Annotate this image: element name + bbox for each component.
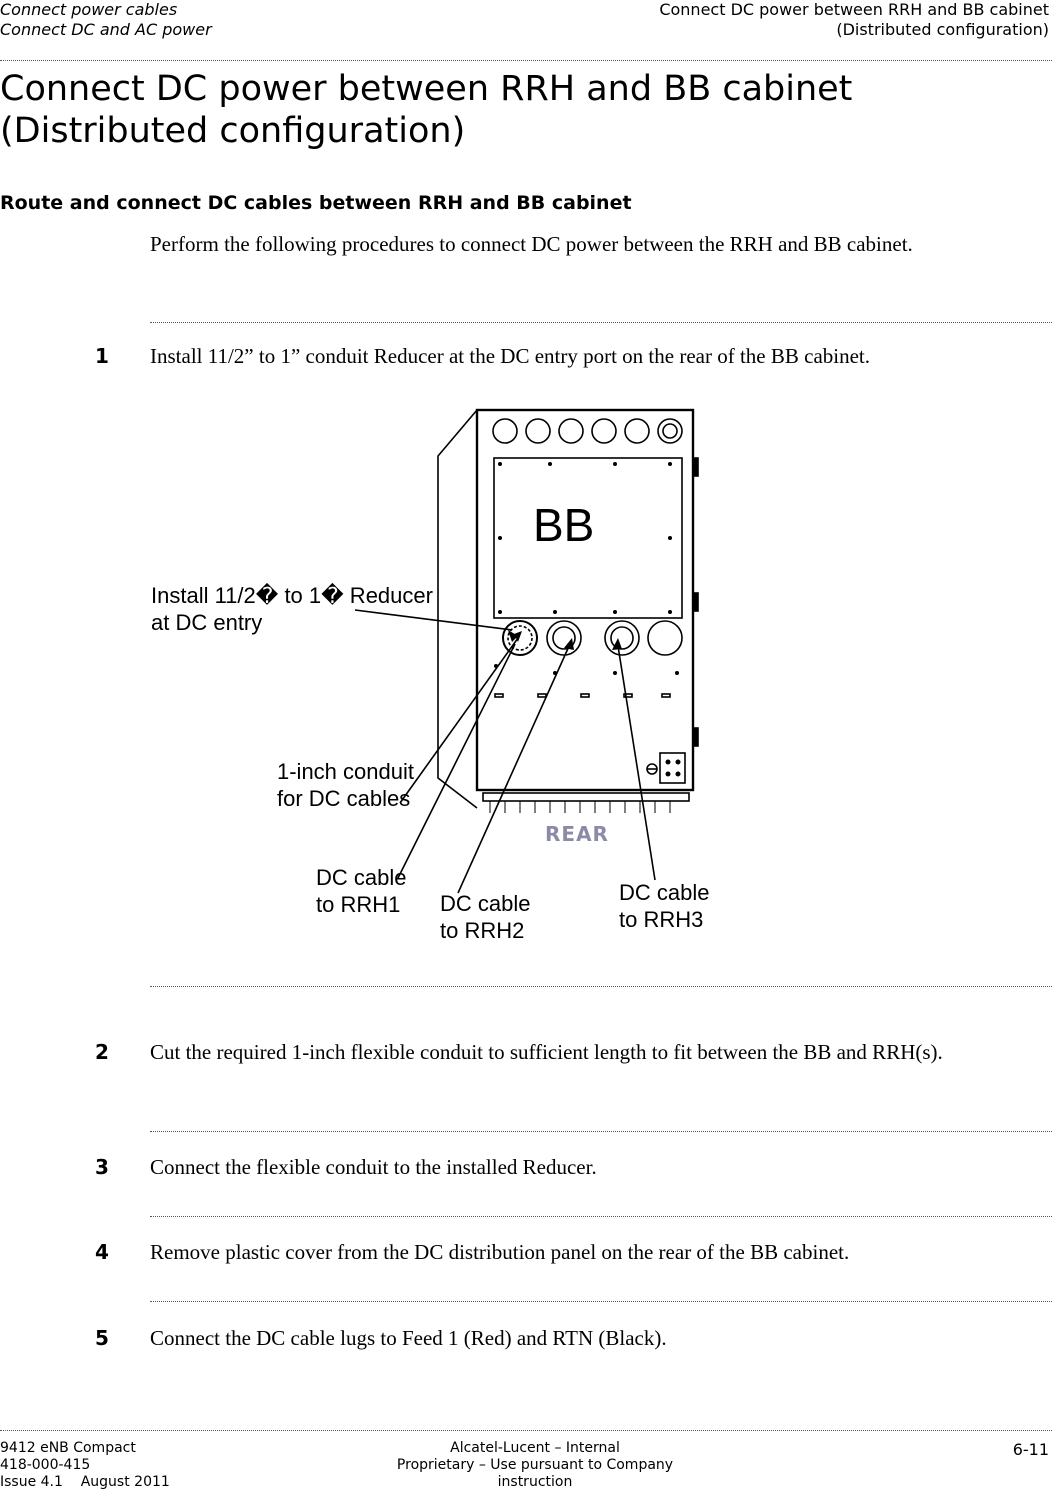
step-divider (150, 1301, 1052, 1302)
step-number: 5 (95, 1326, 109, 1350)
running-header-right (659, 0, 1049, 40)
step-divider (150, 1131, 1052, 1132)
header-chapter: Connect power cables (0, 0, 178, 19)
callout-rrh1-line2: to RRH1 (316, 892, 401, 917)
footer-issue: Issue 4.1 August 2011 (0, 1474, 170, 1490)
rear-label: REAR (545, 822, 609, 846)
header-divider (0, 60, 1052, 61)
step-number: 1 (95, 344, 109, 368)
callout-rrh2-line2: to RRH2 (440, 918, 525, 943)
footer-doc-info (0, 1440, 170, 1491)
footer-divider (0, 1430, 1052, 1431)
header-topic-sub: (Distributed configuration) (836, 20, 1049, 39)
callout-rrh3-line1: DC cable (619, 880, 710, 905)
step-divider (150, 322, 1052, 323)
footer-proprietary: Proprietary – Use pursuant to Company instruction (396, 1457, 674, 1490)
callout-conduit (277, 758, 414, 812)
callout-rrh1-line1: DC cable (316, 865, 407, 890)
step-divider (150, 1216, 1052, 1217)
step-text: Cut the required 1-inch flexible conduit to sufficient length to fit between the BB and RRH(s). (150, 1040, 943, 1064)
callout-conduit-line1: 1-inch conduit (277, 759, 414, 784)
step-text: Connect the DC cable lugs to Feed 1 (Red) and RTN (Black). (150, 1326, 667, 1350)
callout-conduit-line2: for DC cables (277, 786, 411, 811)
step-number: 2 (95, 1040, 109, 1064)
footer-product: 9412 eNB Compact (0, 1440, 136, 1456)
header-topic: Connect DC power between RRH and BB cabinet (659, 0, 1049, 19)
callout-reducer (151, 582, 433, 636)
section-subheading: Route and connect DC cables between RRH and BB cabinet (0, 192, 632, 214)
bb-label: BB (533, 499, 595, 551)
callout-reducer-line2: at DC entry (151, 610, 263, 635)
callout-rrh2 (440, 890, 530, 944)
step-number: 3 (95, 1155, 109, 1179)
callout-rrh2-line1: DC cable (440, 891, 531, 916)
callout-rrh3 (619, 879, 709, 933)
step-text: Remove plastic cover from the DC distribution panel on the rear of the BB cabinet. (150, 1240, 850, 1264)
footer-classification (370, 1440, 700, 1491)
footer-company: Alcatel-Lucent – Internal (450, 1440, 620, 1456)
step-text: Install 11/2” to 1” conduit Reducer at the DC entry port on the rear of the BB cabinet. (150, 344, 871, 368)
header-section: Connect DC and AC power (0, 20, 212, 39)
callout-rrh3-line2: to RRH3 (619, 907, 704, 932)
bb-cabinet-drawing (140, 398, 900, 958)
intro-paragraph: Perform the following procedures to connect DC power between the RRH and BB cabinet. (150, 232, 913, 256)
step-text: Connect the flexible conduit to the installed Reducer. (150, 1155, 597, 1179)
step-number: 4 (95, 1240, 109, 1264)
running-header-left (0, 0, 212, 40)
page-title: Connect DC power between RRH and BB cabinet (Distributed configuration) (0, 69, 853, 151)
bb-cabinet-rear-figure (140, 398, 900, 958)
step-divider (150, 986, 1052, 987)
page-number: 6-11 (1012, 1440, 1049, 1459)
callout-rrh1 (316, 864, 406, 918)
footer-doc-number: 418-000-415 (0, 1457, 91, 1473)
callout-reducer-line1: Install 11/2� to 1� Reducer (151, 583, 433, 608)
